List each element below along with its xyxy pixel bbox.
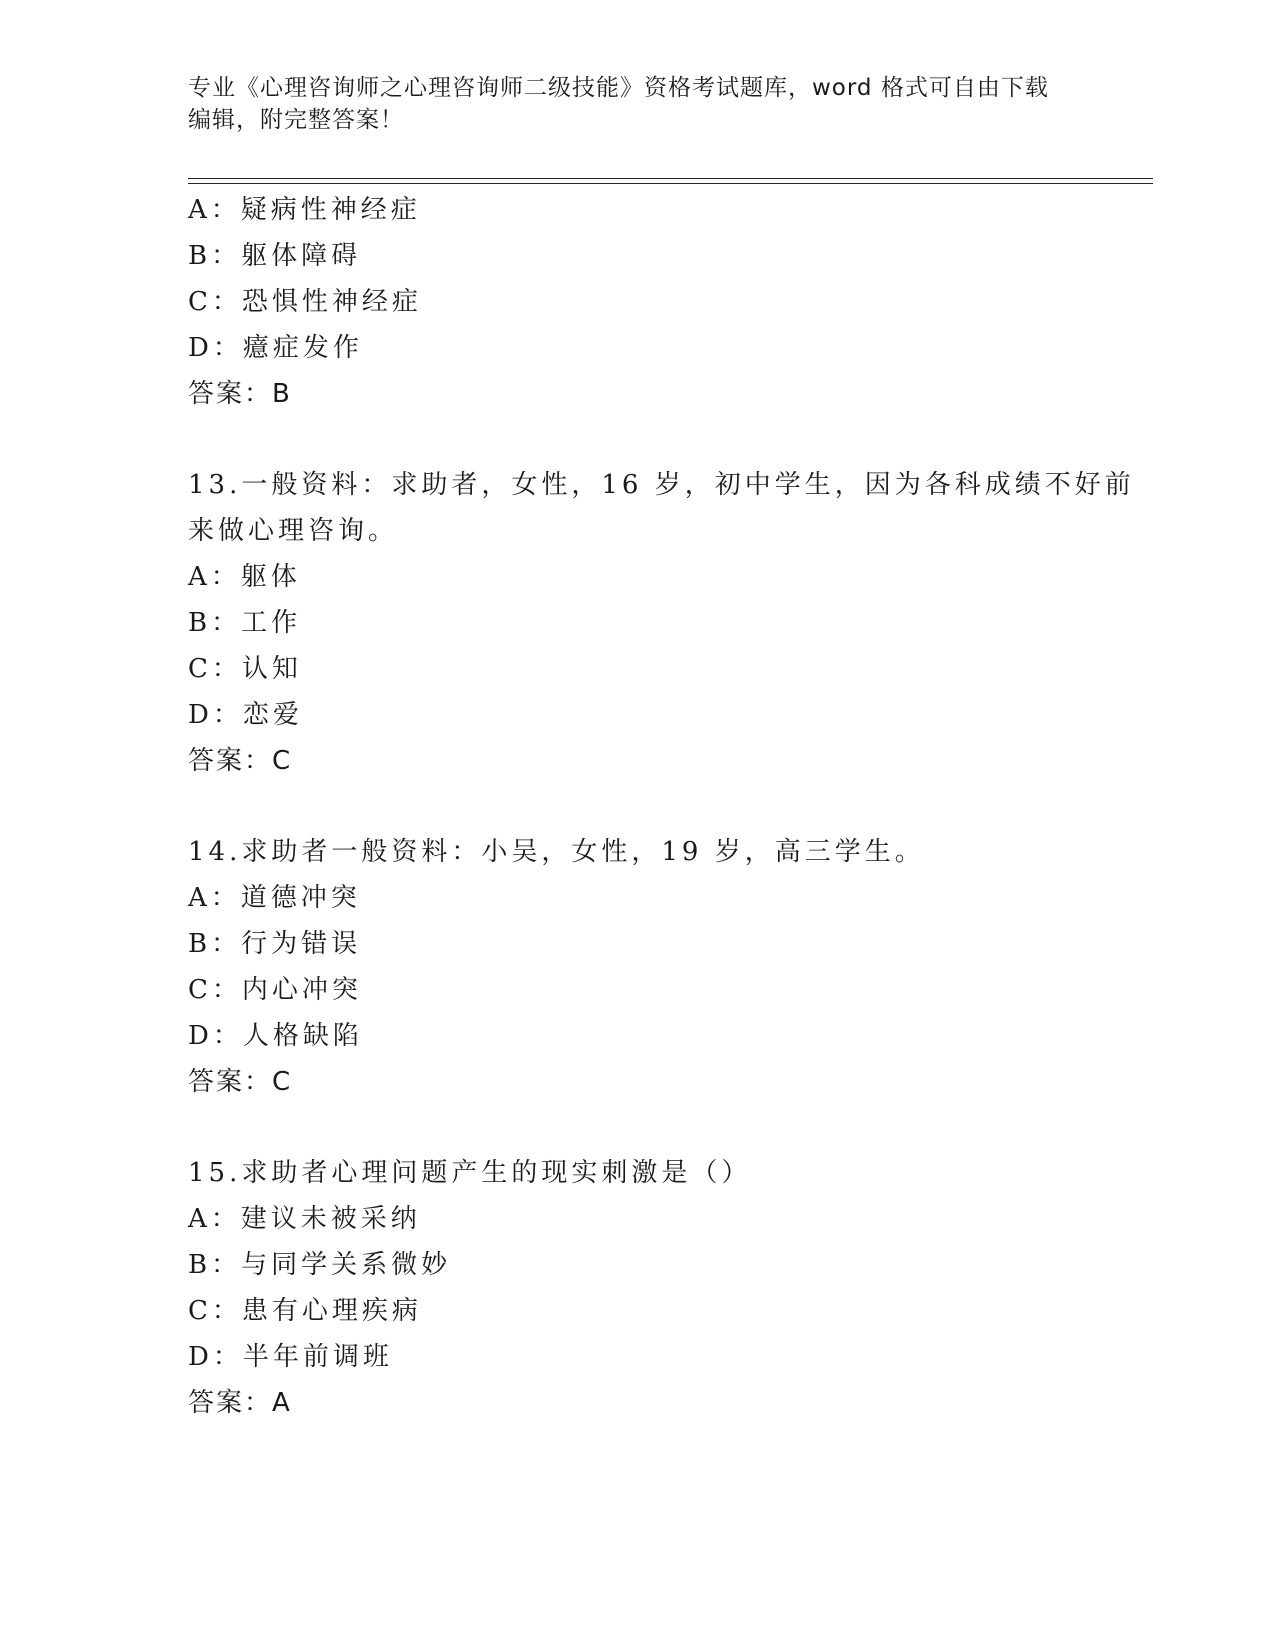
question-14 — [188, 829, 1138, 1105]
question-list — [188, 187, 1138, 1426]
question-15 — [188, 1150, 1138, 1426]
option-c: C：内心冲突 — [188, 975, 362, 1005]
header-divider-bottom — [188, 183, 1153, 184]
option-c: C：患有心理疾病 — [188, 1296, 422, 1326]
answer: 答案：C — [188, 1067, 293, 1097]
header-line-1: 专业《心理咨询师之心理咨询师二级技能》资格考试题库，word 格式可自由下载 — [188, 75, 1049, 101]
option-b: B：工作 — [188, 608, 302, 638]
option-c: C：认知 — [188, 654, 302, 684]
header-line-2: 编辑，附完整答案！ — [188, 107, 404, 133]
option-a: A：道德冲突 — [188, 883, 361, 913]
question-stem: 14.求助者一般资料：小吴，女性，19 岁，高三学生。 — [188, 837, 925, 867]
option-b: B：与同学关系微妙 — [188, 1250, 452, 1280]
option-a: A：躯体 — [188, 562, 301, 592]
option-c: C：恐惧性神经症 — [188, 287, 422, 317]
question-13 — [188, 462, 1138, 784]
option-d: D：恋爱 — [188, 700, 303, 730]
answer: 答案：B — [188, 379, 292, 409]
spacer — [188, 417, 1138, 462]
option-d: D：半年前调班 — [188, 1342, 393, 1372]
option-d: D：人格缺陷 — [188, 1021, 363, 1051]
question-12 — [188, 187, 1138, 417]
question-stem: 13.一般资料：求助者，女性，16 岁，初中学生，因为各科成绩不好前 — [188, 470, 1135, 500]
option-d: D：癔症发作 — [188, 333, 363, 363]
header-divider-top — [188, 178, 1153, 179]
option-a: A：疑病性神经症 — [188, 195, 421, 225]
answer: 答案：C — [188, 746, 293, 776]
option-a: A：建议未被采纳 — [188, 1204, 421, 1234]
document-header — [188, 72, 1088, 136]
option-b: B：躯体障碍 — [188, 241, 362, 271]
spacer — [188, 784, 1138, 829]
spacer — [188, 1105, 1138, 1150]
option-b: B：行为错误 — [188, 929, 362, 959]
question-stem-continued: 来做心理咨询。 — [188, 516, 399, 546]
answer: 答案：A — [188, 1388, 292, 1418]
question-stem: 15.求助者心理问题产生的现实刺激是（） — [188, 1158, 752, 1188]
